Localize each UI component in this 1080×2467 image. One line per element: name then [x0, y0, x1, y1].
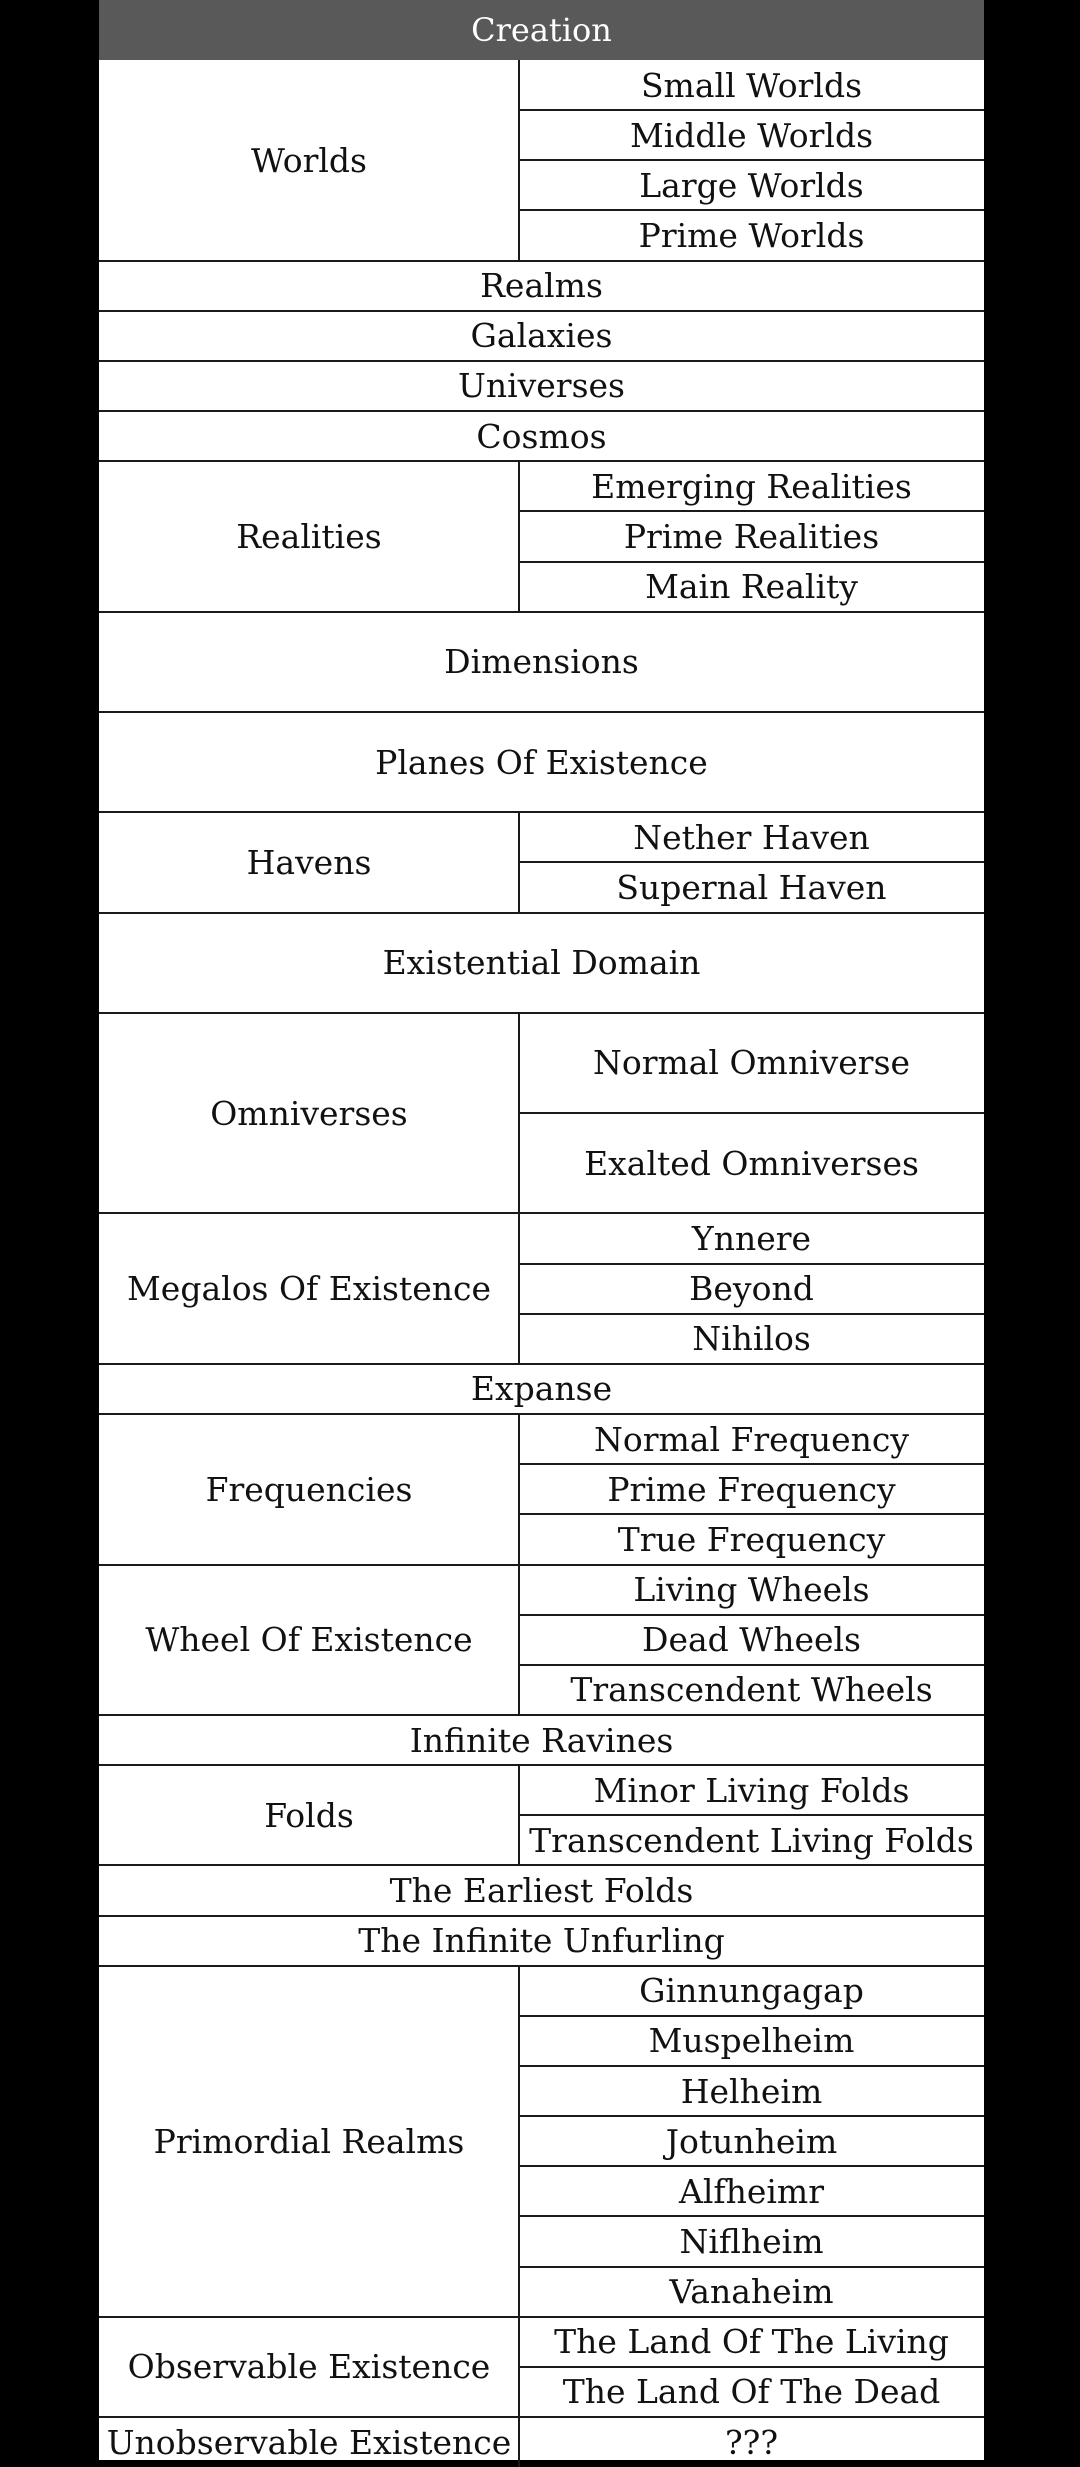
category-label: Worlds: [251, 140, 367, 180]
row-divider: [519, 1263, 984, 1265]
subcategory-label: Muspelheim: [648, 2021, 855, 2061]
subcategory-label: The Land Of The Living: [554, 2322, 949, 2362]
row-divider: [519, 561, 984, 563]
subcategory-label: Normal Frequency: [593, 1419, 909, 1459]
subcategory-label: The Land Of The Dead: [562, 2372, 941, 2412]
subcategory-label: Normal Omniverse: [592, 1043, 911, 1083]
subcategory-label: True Frequency: [617, 1519, 886, 1559]
row-divider: [519, 1463, 984, 1465]
row-divider: [519, 1513, 984, 1515]
subcategory-label: Prime Frequency: [607, 1469, 896, 1509]
subcategory-label: Helheim: [680, 2071, 823, 2111]
row-divider: [519, 2215, 984, 2217]
subcategory-label: Emerging Realities: [591, 466, 912, 506]
subcategory-label: Niflheim: [679, 2222, 824, 2261]
subcategory-label: Ynnere: [691, 1219, 812, 1258]
subcategory-label: Nether Haven: [633, 817, 870, 857]
row-divider: [519, 861, 984, 863]
column-divider: [518, 2317, 520, 2417]
category-label: The Infinite Unfurling: [358, 1921, 725, 1961]
row-divider: [519, 109, 984, 111]
column-divider: [518, 1765, 520, 1865]
category-label: Frequencies: [205, 1469, 413, 1509]
subcategory-label: Nihilos: [692, 1319, 811, 1359]
row-divider: [519, 2366, 984, 2368]
category-label: Realms: [480, 266, 603, 306]
row-divider: [519, 2165, 984, 2167]
column-divider: [518, 461, 520, 611]
subcategory-label: Prime Worlds: [638, 216, 865, 255]
creation-table: [99, 0, 984, 2460]
subcategory-label: Transcendent Wheels: [570, 1670, 933, 1710]
row-divider: [519, 1614, 984, 1616]
subcategory-label: Vanaheim: [669, 2272, 834, 2312]
category-label: Havens: [246, 842, 372, 882]
category-label: Universes: [458, 366, 625, 406]
subcategory-label: Main Reality: [645, 567, 858, 607]
subcategory-label: Transcendent Living Folds: [529, 1820, 974, 1860]
column-divider: [518, 60, 520, 261]
row-divider: [519, 209, 984, 211]
row-divider: [519, 1664, 984, 1666]
column-divider: [518, 1966, 520, 2317]
column-divider: [518, 812, 520, 912]
subcategory-label: ???: [724, 2422, 779, 2462]
subcategory-label: Dead Wheels: [642, 1620, 861, 1660]
category-label: Observable Existence: [127, 2347, 491, 2387]
subcategory-label: Exalted Omniverses: [584, 1143, 919, 1183]
row-divider: [519, 2065, 984, 2067]
subcategory-label: Alfheimr: [678, 2171, 824, 2211]
subcategory-label: Jotunheim: [665, 2121, 838, 2161]
category-label: Wheel Of Existence: [145, 1620, 473, 1660]
row-divider: [519, 159, 984, 161]
subcategory-label: Large Worlds: [639, 165, 864, 205]
row-divider: [519, 2266, 984, 2268]
category-label: Realities: [236, 516, 382, 556]
category-label: Cosmos: [476, 416, 607, 456]
category-label: Expanse: [470, 1369, 613, 1409]
category-label: Infinite Ravines: [409, 1720, 674, 1760]
subcategory-label: Minor Living Folds: [593, 1770, 910, 1810]
row-divider: [519, 1313, 984, 1315]
table-header: Creation: [99, 0, 984, 60]
row-divider: [519, 2015, 984, 2017]
subcategory-label: Beyond: [689, 1269, 814, 1309]
category-label: Folds: [264, 1795, 354, 1835]
row-divider: [519, 1814, 984, 1816]
category-label: Existential Domain: [382, 943, 701, 983]
subcategory-label: Middle Worlds: [629, 115, 874, 155]
column-divider: [518, 1414, 520, 1564]
row-divider: [519, 2115, 984, 2117]
category-label: Omniverses: [210, 1093, 408, 1133]
category-label: Dimensions: [444, 642, 639, 682]
subcategory-label: Small Worlds: [640, 65, 863, 105]
category-label: Unobservable Existence: [106, 2422, 512, 2462]
column-divider: [518, 1213, 520, 1363]
subcategory-label: Ginnungagap: [639, 1971, 864, 2011]
category-label: Galaxies: [470, 316, 613, 356]
row-divider: [519, 510, 984, 512]
subcategory-label: Supernal Haven: [616, 867, 887, 907]
subcategory-label: Prime Realities: [623, 516, 880, 556]
column-divider: [518, 1013, 520, 1214]
subcategory-label: Living Wheels: [633, 1570, 870, 1610]
column-divider: [518, 1565, 520, 1715]
category-label: Megalos Of Existence: [127, 1269, 491, 1309]
category-label: The Earliest Folds: [389, 1870, 694, 1910]
category-label: Primordial Realms: [153, 2121, 465, 2161]
category-label: Planes Of Existence: [375, 742, 708, 782]
row-divider: [519, 1112, 984, 1114]
